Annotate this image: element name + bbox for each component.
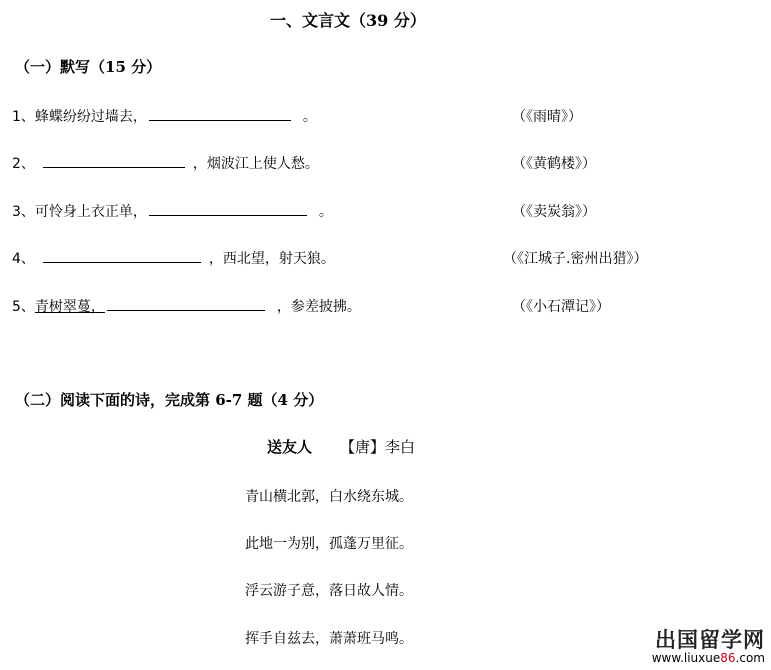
question-4	[12, 248, 335, 268]
question-3	[12, 201, 333, 221]
question-5-source: （《小石潭记》）	[512, 299, 610, 315]
question-text-after: ，烟波江上使人愁。	[192, 156, 319, 172]
answer-blank[interactable]	[149, 201, 307, 216]
poem-line: 浮云游子意，落日故人情。	[245, 583, 413, 599]
question-text-after: ，参差披拂。	[276, 299, 361, 315]
poem-line: 挥手自兹去，萧萧班马鸣。	[245, 631, 413, 647]
question-1	[12, 106, 317, 126]
question-number: 5、	[12, 299, 35, 315]
question-text-after: 。	[318, 204, 333, 220]
question-text-after: ，西北望，射天狼。	[208, 251, 335, 267]
poem-title: 送友人	[267, 438, 313, 456]
question-number: 2、	[12, 156, 35, 172]
question-text-before: 可怜身上衣正单，	[34, 204, 147, 220]
watermark	[652, 628, 765, 666]
subsection-heading-poem: （二）阅读下面的诗，完成第 6-7 题（4 分）	[15, 391, 324, 409]
question-number: 4、	[12, 251, 35, 267]
watermark-name: 出国留学网	[655, 628, 765, 653]
question-4-source: （《江城子.密州出猎》）	[503, 251, 648, 267]
answer-blank[interactable]	[149, 106, 291, 121]
answer-blank[interactable]	[107, 296, 265, 311]
question-text-before: 青树翠蔓，	[34, 299, 105, 315]
question-2	[12, 153, 319, 173]
question-number: 1、	[12, 109, 35, 125]
poem-line: 青山横北郭，白水绕东城。	[245, 489, 413, 505]
section-title: 一、文言文（39 分）	[270, 11, 426, 30]
poem-author: 【唐】李白	[340, 438, 416, 456]
question-text-before: 蜂蝶纷纷过墙去，	[34, 109, 147, 125]
question-number: 3、	[12, 204, 35, 220]
answer-blank[interactable]	[43, 248, 201, 263]
question-5	[12, 296, 361, 316]
watermark-url: www.liuxue86.com	[651, 651, 765, 666]
poem-header	[267, 436, 415, 457]
question-2-source: （《黄鹤楼》）	[512, 156, 596, 172]
question-text-after: 。	[302, 109, 317, 125]
poem-line: 此地一为别，孤蓬万里征。	[245, 536, 413, 552]
question-1-source: （《雨晴》）	[512, 109, 582, 125]
answer-blank[interactable]	[43, 153, 185, 168]
question-3-source: （《卖炭翁》）	[512, 204, 596, 220]
subsection-heading-dictation: （一）默写（15 分）	[15, 58, 162, 76]
